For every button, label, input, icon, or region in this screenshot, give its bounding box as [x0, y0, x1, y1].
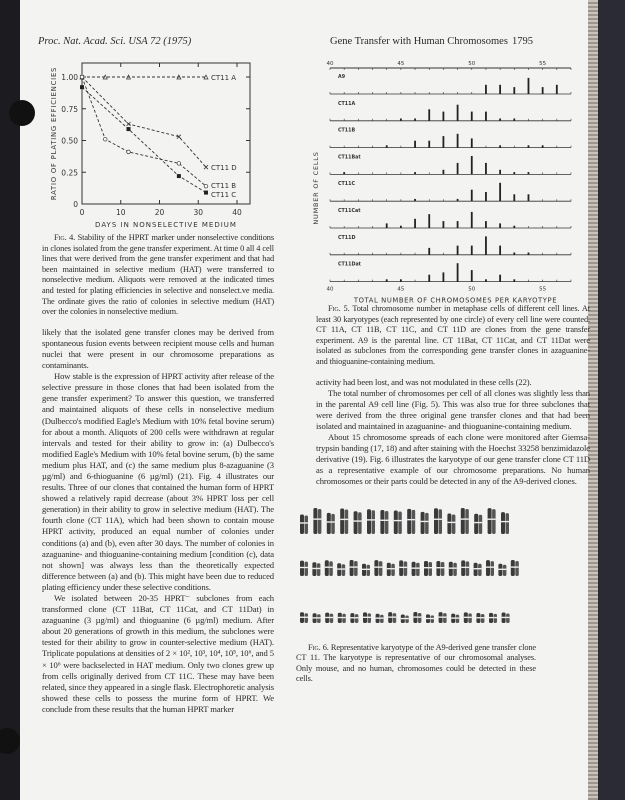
histogram-bar	[400, 279, 402, 281]
histogram-bar	[386, 145, 388, 147]
x-tick-label: 20	[154, 208, 165, 217]
chromosome-band	[474, 568, 482, 569]
histogram-bar	[471, 138, 473, 147]
figure-6-caption: Fig. 6. Representative karyotype of the A9-derived gene transfer clone CT 11. The karyotype is representative of our chromosomal analyses. Only mouse, and no human, chromosomes could be detected in these cells.	[296, 642, 536, 684]
chromosome-band	[434, 518, 442, 519]
chromosome	[452, 514, 456, 533]
chromosome	[481, 614, 485, 623]
chromosome	[354, 511, 358, 534]
chromosome-band	[350, 617, 358, 618]
chromosome-band	[399, 566, 407, 567]
chromosome	[443, 613, 447, 623]
chromosome	[350, 560, 354, 576]
histogram-bar	[428, 275, 430, 282]
chromosome	[465, 509, 469, 534]
histogram-bar	[471, 270, 473, 282]
chromosome	[367, 564, 371, 575]
punch-hole	[9, 100, 35, 126]
chromosome	[330, 613, 334, 622]
chromosome	[342, 613, 346, 622]
chromosome-band	[511, 566, 519, 567]
chromosome-band	[380, 519, 388, 520]
x-tick-label: 0	[79, 208, 85, 217]
chromosome-band	[338, 616, 346, 617]
figure-4-line-chart	[40, 55, 300, 230]
chromosome	[317, 614, 321, 623]
chromosome-band	[436, 566, 444, 567]
chromosome-band	[367, 519, 375, 520]
chromosome	[325, 560, 329, 576]
chromosome	[368, 613, 372, 623]
chromosome	[342, 564, 346, 576]
chromosome	[478, 563, 482, 575]
chromosome	[453, 562, 457, 575]
chromosome	[358, 512, 362, 534]
chromosome	[511, 560, 515, 576]
chromosome	[447, 513, 451, 533]
chromosome-band	[413, 616, 421, 617]
chromosome	[474, 513, 478, 533]
chromosome	[491, 561, 495, 576]
chromosome-band	[388, 616, 396, 617]
chromosome-band	[449, 567, 457, 568]
chromosome	[317, 563, 321, 576]
chromosome	[418, 613, 422, 623]
chromosome-band	[498, 568, 506, 569]
histogram-bar	[485, 163, 487, 175]
histogram-bar	[471, 112, 473, 121]
chromosome	[331, 513, 335, 533]
panel-label: A9	[338, 75, 346, 80]
right-column-body	[316, 377, 590, 488]
chromosome-band	[327, 521, 335, 522]
histogram-bar	[414, 141, 416, 148]
histogram-bar	[485, 221, 487, 228]
chromosome	[374, 560, 378, 576]
chromosome	[327, 512, 331, 533]
histogram-bar	[457, 134, 459, 148]
histogram-bar	[528, 78, 530, 94]
histogram-bar	[457, 199, 459, 201]
x-tick-label: 55	[539, 286, 547, 293]
chromosome	[424, 560, 428, 575]
histogram-bar	[428, 214, 430, 228]
histogram-bar	[443, 112, 445, 121]
paragraph: How stable is the expression of HPRT activity after release of the selective pressure in those clones that had been isolated from the gene transfer experiment? To answer this question, we transferred and maintained aliquots of these cells in nonselective medium (Dulbecco's modified Eagle's Medium with 10% fetal bovine serum) for about a month. Aliquots of 200 cells were withdrawn at regular intervals and tested for their ability to grow in: (a) Dulbecco's modified Eagle's Medium with 10% fetal bovine serum, (b) the same medium plus HAT, and (c) the same medium plus 8-azaguanine (3 µg/ml) and 6-thioguanine (6 µg/ml) (21). Fig. 4 illustrates our results. Three of our clones that contained the human form of HPRT showed a relatively rapid decrease (about 3% HPRT loss per cell generation) in their ability to grow in selective medium (HAT). The fourth clone (CT 11A), which had been shown to contain mouse HPRT activity, produced an equal number of colonies under conditions (a) and (b), even after 30 days. The number of colonies in azaguanine- and thioguanine-containing medium [condition (c), data not shown] was always less than the theoretically expected difference between (a) and (b). This might have been due to reduced plating efficiency under these selective conditions.	[42, 371, 274, 592]
chromosome-band	[350, 566, 358, 567]
chromosome	[345, 509, 349, 534]
chromosome-band	[300, 522, 308, 523]
figure-6-label: Fig. 6.	[308, 642, 329, 652]
histogram-bar	[414, 172, 416, 174]
chromosome	[340, 508, 344, 534]
chromosome-band	[300, 566, 308, 567]
data-point	[177, 174, 181, 178]
histogram-bar	[400, 226, 402, 228]
x-axis-label: TOTAL NUMBER OF CHROMOSOMES PER KARYOTYPE	[353, 296, 558, 303]
histogram-bar	[513, 172, 515, 174]
data-point	[127, 150, 131, 154]
y-tick-label: 1.00	[61, 73, 78, 82]
histogram-bar	[485, 236, 487, 254]
data-point	[80, 85, 84, 89]
chromosome	[492, 509, 496, 534]
histogram-bar	[471, 212, 473, 228]
right-column	[296, 304, 590, 685]
paragraph: About 15 chromosome spreads of each clone were monitored after Giemsa-trypsin banding (17, 18) and after staining with the Hoechst 33258 benzimidazole derivative (19). Fig. 6 illustrates the karyotype of our gene transfer clone CT 11D as a representative example of our chromosome preparations. No human chromosomes or their parts could be detected in any of the A9-derived clones.	[316, 432, 590, 487]
histogram-bar	[499, 183, 501, 201]
panel-label: CT11Cat	[338, 209, 361, 214]
histogram-bar	[542, 87, 544, 94]
histogram-bar	[513, 194, 515, 201]
x-axis-label: DAYS IN NONSELECTIVE MEDIUM	[95, 221, 237, 229]
chromosome	[412, 561, 416, 575]
chromosome	[391, 563, 395, 575]
chromosome-band	[394, 519, 402, 520]
paragraph: likely that the isolated gene transfer clones may be derived from spontaneous fusion events between recipient mouse cells and human nuclei that were present in our chromosome preparations as contaminants.	[42, 326, 274, 371]
chromosome-band	[502, 616, 510, 617]
histogram-bar	[542, 145, 544, 147]
panel-label: CT11Dat	[338, 262, 361, 268]
chromosome-band	[401, 617, 409, 618]
y-tick-label: 0.25	[61, 168, 78, 178]
histogram-bar	[499, 275, 501, 282]
histogram-bar	[457, 221, 459, 228]
chromosome	[488, 508, 492, 534]
histogram-bar	[485, 112, 487, 121]
panel-label: CT11A	[338, 101, 356, 107]
chromosome-band	[461, 518, 469, 519]
chromosome-band	[424, 566, 432, 567]
histogram-bar	[528, 145, 530, 147]
chromosome	[494, 613, 498, 622]
chromosome-band	[312, 567, 320, 568]
chromosome-band	[489, 616, 497, 617]
panel-label: CT11Bat	[338, 155, 361, 161]
histogram-bar	[414, 199, 416, 201]
chromosome	[305, 515, 309, 534]
x-tick-label: 30	[193, 208, 204, 217]
histogram-bar	[528, 194, 530, 201]
figure-6-karyotype-image	[292, 502, 542, 637]
histogram-bar	[400, 119, 402, 121]
chromosome	[372, 510, 376, 534]
data-point	[80, 75, 84, 79]
histogram-bar	[513, 226, 515, 228]
histogram-bar	[471, 246, 473, 255]
x-tick-label: 45	[397, 286, 405, 293]
chromosome-band	[501, 520, 509, 521]
left-column-body	[42, 327, 274, 715]
chromosome	[506, 513, 510, 534]
chromosome	[318, 509, 322, 534]
y-axis-label: RATIO OF PLATING EFFICIENCIES	[50, 66, 58, 201]
chromosome	[354, 561, 358, 576]
chromosome-band	[325, 616, 333, 617]
histogram-bar	[457, 163, 459, 175]
chromosome-band	[407, 518, 415, 519]
histogram-bar	[457, 263, 459, 281]
histogram-bar	[528, 253, 530, 255]
chromosome	[421, 511, 425, 533]
histogram-bar	[386, 223, 388, 228]
chromosome-band	[325, 566, 333, 567]
chromosome	[380, 614, 384, 622]
histogram-bar	[528, 172, 530, 174]
chromosome	[416, 562, 420, 575]
running-title: Gene Transfer with Human Chromosomes	[330, 36, 508, 47]
y-tick-label: 0.50	[61, 136, 78, 146]
chromosome-band	[376, 617, 384, 618]
chromosome	[399, 560, 403, 576]
chromosome-band	[451, 617, 459, 618]
chromosome	[393, 613, 397, 623]
chromosome	[407, 508, 411, 533]
series-line-ct11c	[82, 87, 206, 192]
panel-label: CT11C	[338, 182, 355, 188]
chromosome-band	[421, 520, 429, 521]
histogram-bar	[471, 190, 473, 202]
histogram-bar	[485, 279, 487, 281]
chromosome	[305, 613, 309, 623]
data-point	[177, 162, 181, 166]
data-point	[103, 137, 107, 141]
scan-right-border	[598, 0, 625, 800]
data-point	[127, 127, 131, 131]
chromosome-band	[474, 521, 482, 522]
histogram-bar	[513, 119, 515, 121]
histogram-bar	[443, 170, 445, 175]
chromosome	[449, 561, 453, 575]
chromosome	[355, 614, 359, 623]
x-tick-label: 40	[326, 286, 334, 293]
chromosome	[305, 561, 309, 575]
histogram-bar	[485, 192, 487, 201]
top-tick-label: 40	[326, 61, 334, 67]
chromosome-band	[362, 568, 370, 569]
chromosome	[313, 508, 317, 534]
histogram-bar	[428, 141, 430, 148]
left-column	[42, 233, 274, 715]
chromosome	[300, 560, 304, 575]
chromosome-band	[387, 568, 395, 569]
series-line-ct11b	[82, 77, 206, 186]
chromosome	[439, 509, 443, 534]
histogram-bar	[343, 172, 345, 174]
chromosome	[436, 560, 440, 575]
chromosome	[441, 561, 445, 575]
chromosome-band	[354, 520, 362, 521]
figure-4-caption: Fig. 4. Stability of the HPRT marker under nonselective conditions in clones isolated from the gene transfer experiment. At time 0 all 4 cell lines that were derived from the gene transfer experiment and that had been maintained in selective medium (HAT) were transferred to nonselective medium. Aliquots were removed at the indicated times and tested for plating efficiencies in selective and nonselect.ve media. The ordinate gives the ratio of colonies in selective medium (HAT) over the colonies in nonselective medium.	[42, 233, 274, 317]
paragraph: The total number of chromosomes per cell of all clones was slightly less than in the parental A9 cell line (Fig. 5). This was also true for three subclones that were derived from the three original gene transfer clones and that had been isolated and maintained in azaguanine- and thioguanine-containing medium.	[316, 387, 590, 431]
chromosome	[486, 560, 490, 576]
chromosome	[456, 614, 460, 622]
data-point	[204, 165, 208, 169]
histogram-bar	[443, 272, 445, 281]
histogram-bar	[513, 87, 515, 94]
chromosome-band	[426, 617, 434, 618]
series-label: CT11 D	[211, 164, 237, 173]
histogram-bar	[499, 119, 501, 121]
x-tick-label: 10	[115, 208, 126, 217]
series-label: CT11 C	[211, 190, 237, 199]
chromosome-band	[313, 617, 321, 618]
top-tick-label: 45	[397, 61, 405, 67]
data-point	[204, 191, 208, 195]
panel-label: CT11B	[338, 128, 356, 134]
chromosome	[385, 510, 389, 533]
chromosome	[501, 512, 505, 534]
chromosome	[468, 613, 472, 623]
chromosome-band	[412, 567, 420, 568]
histogram-bar	[414, 119, 416, 121]
chromosome	[379, 561, 383, 576]
chromosome	[329, 561, 333, 576]
histogram-bar	[471, 156, 473, 174]
series-line-ct11d	[82, 77, 206, 167]
histogram-bar	[499, 85, 501, 94]
histogram-bar	[556, 85, 558, 94]
chromosome-band	[447, 521, 455, 522]
chromosome	[479, 514, 483, 533]
chromosome	[425, 512, 429, 533]
page-number: 1795	[512, 36, 533, 47]
chromosome-band	[363, 616, 371, 617]
top-tick-label: 55	[539, 61, 547, 67]
chromosome	[466, 561, 470, 576]
histogram-bar	[499, 170, 501, 175]
histogram-bar	[485, 85, 487, 94]
chromosome-band	[461, 566, 469, 567]
chromosome	[394, 510, 398, 534]
histogram-bar	[499, 145, 501, 147]
series-label: CT11 A	[211, 74, 237, 82]
data-point	[204, 184, 208, 188]
chromosome-band	[340, 518, 348, 519]
chromosome	[515, 561, 519, 576]
paragraph: We isolated between 20-35 HPRT⁻ subclones from each transformed clone (CT 11Bat, CT 11Cat, and CT 11Dat) in azaguanine (3 µg/ml) and thioguanine (6 µg/ml) medium. After about 20 generations of growth in this medium, the subclones were tested for their ability to grow in counter-selective medium (HAT). Triplicate populations at densities of 2 × 10², 10³, 10⁴, 10⁵, 10⁶, and 5 × 10⁶ were backselected in HAT medium. Only two clones grew up from cells originally derived from CT 11C. These may have been related, since they appeared in a single flask. Electrophoretic analysis showed these cells to possess the murine form of HPRT. We conclude from these results that the human HPRT marker	[42, 593, 274, 714]
histogram-bar	[428, 109, 430, 121]
series-label: CT11 B	[211, 181, 237, 190]
chromosome-band	[374, 566, 382, 567]
chromosome-band	[486, 566, 494, 567]
chromosome	[506, 613, 510, 622]
histogram-bar	[499, 246, 501, 255]
chromosome	[461, 560, 465, 576]
figure-5-label: Fig. 5.	[328, 304, 350, 313]
chromosome	[461, 508, 465, 534]
histogram-bar	[414, 219, 416, 228]
chromosome-band	[313, 518, 321, 519]
chromosome	[404, 561, 408, 576]
x-tick-label: 40	[232, 208, 242, 217]
histogram-bar	[443, 136, 445, 148]
chromosome-band	[464, 616, 472, 617]
histogram-bar	[428, 248, 430, 255]
paragraph: activity had been lost, and was not modulated in these cells (22).	[316, 376, 532, 387]
chromosome-band	[439, 616, 447, 617]
histogram-bar	[513, 253, 515, 255]
figure-5-histograms	[310, 58, 590, 303]
y-axis-label: NUMBER OF CELLS	[312, 151, 320, 225]
chromosome-band	[488, 518, 496, 519]
journal-citation: Proc. Nat. Acad. Sci. USA 72 (1975)	[38, 36, 192, 47]
chromosome	[429, 561, 433, 575]
chromosome-band	[337, 568, 345, 569]
histogram-bar	[443, 221, 445, 228]
y-tick-label: 0	[73, 200, 78, 209]
histogram-bar	[386, 279, 388, 281]
chromosome	[398, 511, 402, 534]
x-tick-label: 50	[468, 286, 476, 293]
figure-4-label: Fig. 4.	[54, 233, 76, 242]
figure-5-caption: Fig. 5. Total chromosome number in metaphase cells of different cell lines. At least 30 karyotypes (each represented by one circle) of every cell line were counted. CT 11A, CT 11B, CT 11C, and CT 11D are clones from the gene transfer experiment. A9 is the parental line. CT 11Bat, CT 11Cat, and CT 11Dat were isolated as subclones from the corresponding gene transfer clones in azaguanine- and thioguanine-containing medium.	[316, 304, 590, 366]
chromosome	[412, 509, 416, 533]
y-tick-label: 0.75	[61, 104, 78, 114]
histogram-bar	[513, 279, 515, 281]
histogram-bar	[457, 105, 459, 121]
histogram-bar	[457, 246, 459, 255]
histogram-bar	[499, 223, 501, 228]
chromosome-band	[300, 616, 308, 617]
top-tick-label: 50	[468, 61, 476, 67]
chromosome	[380, 509, 384, 533]
chromosome	[300, 514, 304, 534]
chromosome-band	[476, 617, 484, 618]
chromosome	[367, 509, 371, 534]
chromosome	[434, 508, 438, 534]
chromosome	[503, 564, 507, 575]
panel-label: CT11D	[338, 235, 356, 241]
